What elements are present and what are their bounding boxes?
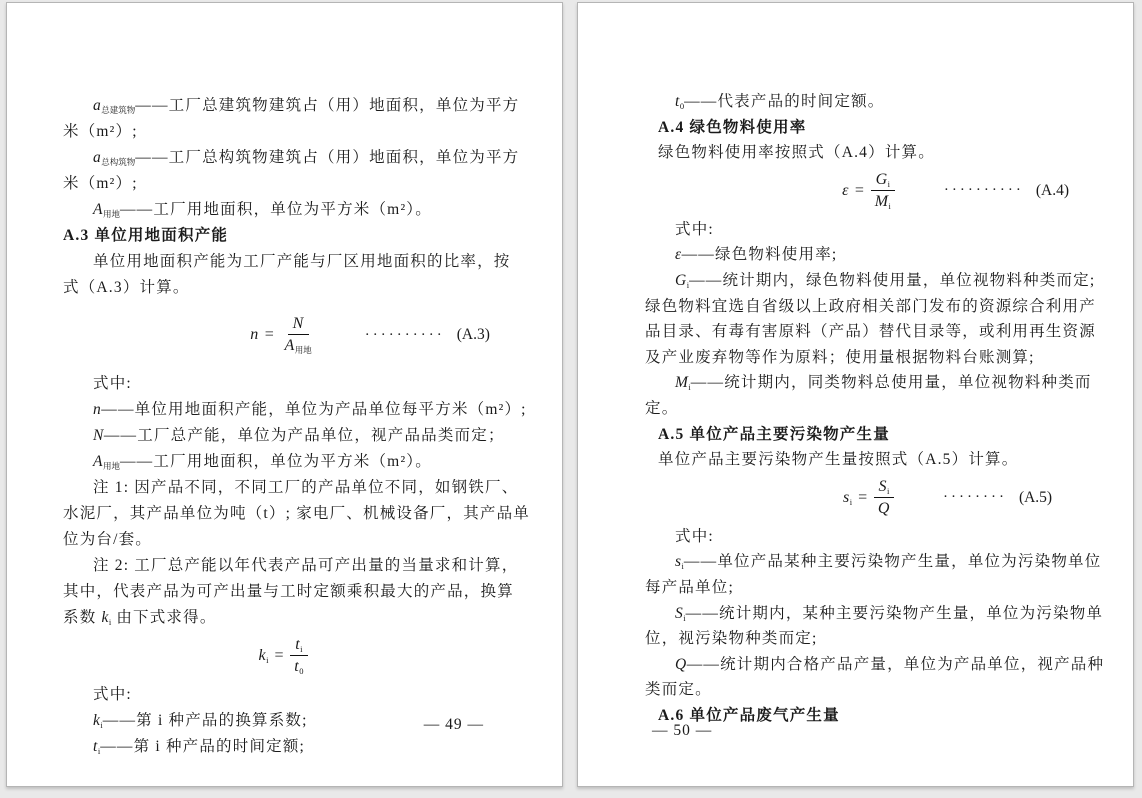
body-line: 及产业废弃物等作为原料；使用量根据物料台账测算;	[645, 348, 1035, 366]
variable-subscript: i	[686, 279, 690, 290]
variable-Q: Q	[675, 655, 687, 673]
variable-k: k	[101, 609, 109, 626]
section-heading-a3: A.3 单位用地面积产能	[63, 227, 229, 244]
note-line: 水泥厂，其产品单位为吨（t）; 家电厂、机械设备厂，其产品单	[63, 505, 530, 522]
def-text: ——统计期内合格产品产量，单位为产品单位，视产品种	[686, 655, 1105, 673]
equation-label: (A.5)	[1018, 488, 1053, 506]
fraction	[280, 314, 317, 356]
denominator-variable: Q	[877, 499, 890, 517]
equals-sign: =	[263, 326, 275, 343]
variable-t: t	[675, 93, 680, 110]
variable-s: s	[675, 553, 682, 571]
variable-M: M	[675, 374, 689, 392]
fraction-numerator	[871, 170, 895, 191]
body-line: 绿色物料使用率按照式（A.4）计算。	[658, 144, 935, 162]
section-heading-a4: A.4 绿色物料使用率	[658, 118, 807, 136]
body-line: 单位产品主要污染物产生量按照式（A.5）计算。	[658, 451, 1019, 469]
fraction-denominator	[289, 656, 308, 677]
denominator-variable: A	[284, 337, 295, 354]
numerator-variable: S	[878, 477, 888, 495]
formula-lhs: n	[250, 326, 259, 343]
page-number: — 49 —	[423, 716, 484, 733]
equals-sign: =	[857, 488, 868, 506]
def-line-a-total-buildings	[63, 93, 520, 119]
def-text: ——工厂用地面积，单位为平方米（m²）。	[119, 201, 432, 218]
def-text: ——单位产品某种主要污染物产生量，单位为污染物单位	[683, 553, 1102, 571]
numerator-subscript: i	[887, 485, 890, 496]
def-line-Si	[645, 601, 1104, 627]
formula-expression	[250, 314, 317, 356]
fraction-numerator	[874, 477, 895, 498]
def-text: ——工厂总构筑物建筑占（用）地面积，单位为平方	[135, 149, 520, 166]
variable-subscript: i	[97, 746, 101, 756]
page-number: — 50 —	[652, 722, 713, 739]
page-49	[6, 2, 563, 787]
numerator-variable: t	[295, 636, 301, 653]
body-line: 式（A.3）计算。	[63, 279, 190, 296]
wrap-line: 类而定。	[645, 681, 712, 699]
formula-lhs: s	[843, 488, 850, 506]
def-line-A-land	[63, 197, 504, 223]
formula-a5	[645, 475, 1093, 521]
fraction	[870, 170, 896, 212]
def-line-n	[63, 397, 527, 423]
note-line	[63, 605, 504, 631]
formula-expression	[842, 170, 896, 212]
variable-A: A	[93, 453, 103, 470]
variable-S: S	[675, 604, 684, 622]
formula-reference	[896, 182, 1093, 200]
wrap-line: 米（m²）;	[63, 123, 138, 140]
formula-reference	[317, 326, 504, 344]
def-text: ——工厂总建筑物建筑占（用）地面积，单位为平方	[135, 97, 520, 114]
fraction-numerator	[288, 314, 309, 335]
variable-k: k	[93, 712, 101, 729]
wrap-line: 位，视污染物种类而定;	[645, 630, 818, 648]
variable-subscript: 用地	[102, 461, 120, 471]
variable-subscript: i	[683, 612, 686, 623]
equals-sign: =	[273, 647, 285, 664]
def-line-A-land	[63, 449, 504, 475]
variable-n: n	[93, 401, 102, 418]
def-text: ——单位用地面积产能，单位为产品单位每平方米（m²）;	[101, 401, 527, 418]
variable-epsilon: ε	[675, 246, 682, 264]
def-line-ti	[63, 734, 504, 760]
fraction	[873, 477, 895, 519]
variable-N: N	[93, 427, 104, 444]
note-text: 由下式求得。	[111, 609, 217, 626]
def-text: ——统计期内，绿色物料使用量，单位视物料种类而定;	[689, 271, 1096, 289]
body-line: 单位用地面积产能为工厂产能与厂区用地面积的比率，按	[93, 253, 511, 270]
numerator-subscript: i	[887, 178, 891, 189]
denominator-subscript: i	[888, 200, 891, 211]
variable-subscript: i	[108, 617, 112, 627]
formula-a4	[645, 168, 1093, 214]
def-text: ——代表产品的时间定额。	[684, 93, 885, 110]
equals-sign: =	[853, 181, 865, 199]
formula-lhs-subscript: i	[266, 655, 269, 665]
variable-A: A	[93, 201, 103, 218]
def-text: ——工厂用地面积，单位为平方米（m²）。	[119, 453, 432, 470]
wrap-line: 定。	[645, 399, 679, 417]
denominator-subscript: 0	[299, 666, 304, 676]
formula-lhs-subscript: i	[849, 496, 853, 507]
note-line: 注 2: 工厂总产能以年代表产品可产出量的当量求和计算，	[93, 557, 519, 574]
def-line-epsilon	[645, 242, 1093, 268]
variable-subscript: i	[688, 382, 691, 393]
section-heading-a6: A.6 单位产品废气产生量	[658, 706, 840, 724]
numerator-subscript: i	[300, 644, 303, 654]
def-line-N	[63, 423, 504, 449]
variable-t: t	[93, 738, 98, 755]
def-text: ——统计期内，某种主要污染物产生量，单位为污染物单	[685, 604, 1104, 622]
wrap-line: 每产品单位;	[645, 578, 735, 596]
denominator-variable: M	[874, 192, 889, 210]
body-line: 品目录、有毒有害原料（产品）替代目录等，或利用再生资源	[645, 323, 1096, 341]
formula-k	[63, 633, 504, 679]
note-line: 其中，代表产品为可产出量与工时定额乘积最大的产品，换算	[63, 583, 514, 600]
leader-dots: ··········	[943, 182, 1024, 199]
fraction-numerator	[290, 635, 307, 656]
formula-lhs: ε	[842, 181, 849, 199]
def-line-si	[645, 549, 1102, 575]
page-50-content	[578, 3, 1133, 728]
def-text: ——第 i 种产品的换算系数;	[102, 712, 308, 729]
def-line-Gi	[645, 268, 1096, 294]
def-text: ——绿色物料使用率;	[681, 246, 838, 264]
def-text: ——工厂总产能，单位为产品单位，视产品品类而定；	[103, 427, 505, 444]
def-line-a-total-structures	[63, 145, 520, 171]
formula-expression	[843, 477, 895, 519]
numerator-variable: G	[875, 170, 888, 188]
variable-a: a	[93, 97, 102, 114]
variable-subscript: 总构筑物	[101, 157, 136, 167]
formula-expression	[259, 635, 309, 677]
fraction-denominator	[870, 191, 896, 212]
fraction-denominator	[280, 335, 317, 356]
def-line-Mi	[645, 370, 1093, 396]
page-49-content	[7, 3, 562, 760]
fraction	[289, 635, 308, 677]
body-line: 式中:	[93, 686, 132, 703]
body-line: 绿色物料宜选自省级以上政府相关部门发布的资源综合利用产	[645, 297, 1096, 315]
numerator-variable: N	[292, 315, 304, 332]
variable-G: G	[675, 271, 687, 289]
body-line: 式中:	[675, 527, 714, 545]
variable-subscript: i	[681, 561, 684, 572]
wrap-line: 米（m²）;	[63, 175, 138, 192]
formula-lhs: k	[258, 647, 267, 664]
variable-subscript: 0	[679, 101, 685, 111]
body-line: 式中:	[93, 375, 132, 392]
body-line: 式中:	[675, 220, 714, 238]
denominator-subscript: 用地	[294, 345, 312, 355]
def-text: ——第 i 种产品的时间定额;	[100, 738, 306, 755]
variable-subscript: 总建筑物	[101, 105, 136, 115]
variable-subscript: i	[100, 720, 103, 730]
equation-label: (A.3)	[456, 326, 490, 343]
variable-subscript: 用地	[102, 209, 120, 219]
def-line-t0	[645, 89, 1093, 115]
leader-dots: ········	[942, 489, 1007, 506]
note-text: 系数	[63, 609, 102, 626]
formula-a3	[63, 310, 504, 360]
note-line: 位为台/套。	[63, 531, 153, 548]
section-heading-a5: A.5 单位产品主要污染物产生量	[658, 425, 890, 443]
page-50	[577, 2, 1134, 787]
variable-a: a	[93, 149, 102, 166]
formula-reference	[895, 489, 1093, 507]
note-line: 注 1: 因产品不同，不同工厂的产品单位不同，如钢铁厂、	[93, 479, 519, 496]
equation-label: (A.4)	[1035, 181, 1070, 199]
denominator-variable: t	[294, 658, 300, 675]
def-text: ——统计期内，同类物料总使用量，单位视物料种类而	[690, 374, 1092, 392]
leader-dots: ··········	[364, 326, 445, 343]
def-line-Q	[645, 652, 1105, 678]
fraction-denominator	[873, 498, 895, 519]
